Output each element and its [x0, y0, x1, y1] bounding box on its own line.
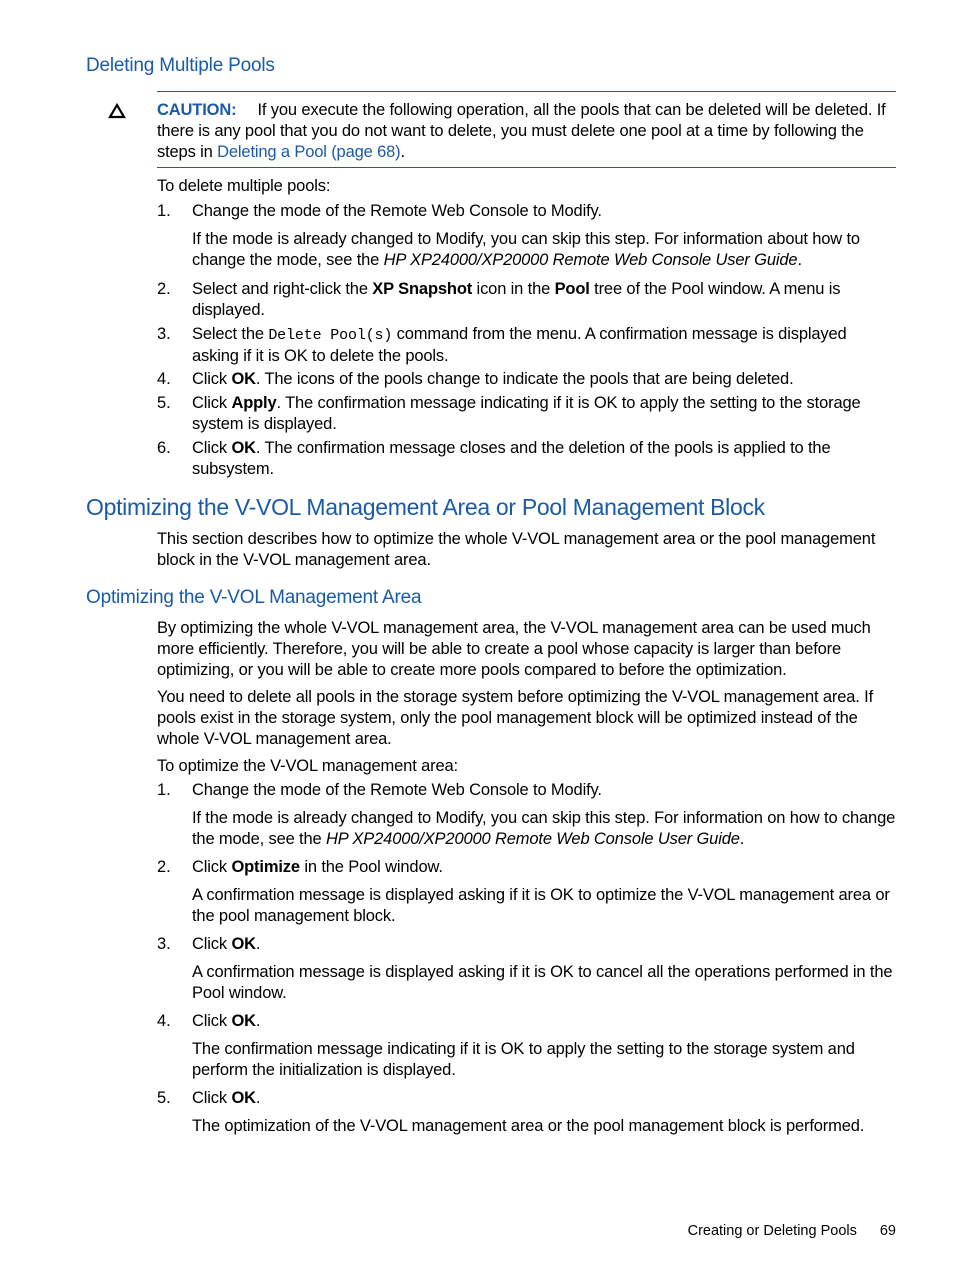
step-text: Click OK. The icons of the pools change to indicate the pools that are being deleted.: [192, 370, 794, 388]
step-number: 1.: [157, 202, 171, 220]
step-number: 2.: [157, 280, 171, 298]
step-subtext: The optimization of the V-VOL management area or the pool management block is performed.: [192, 1117, 865, 1135]
step-text: Select and right-click the XP Snapshot icon in the Pool tree of the Pool window. A menu is displayed.: [192, 280, 841, 319]
step-subtext: A confirmation message is displayed asking if it is OK to cancel all the operations performed in the Pool window.: [192, 963, 893, 1002]
step-text: Click OK. The confirmation message closes and the deletion of the pools is applied to the subsystem.: [192, 439, 831, 478]
page-footer: [560, 1223, 896, 1239]
caution-body: If you execute the following operation, all the pools that can be deleted will be deleted. If there is any pool that you do not want to delete, you must delete one pool at a time by following the steps in: [157, 101, 886, 161]
guide-title: HP XP24000/XP20000 Remote Web Console User Guide: [383, 251, 798, 269]
step-text: Click OK.: [192, 1089, 261, 1107]
step-text: Change the mode of the Remote Web Console to Modify.: [192, 781, 602, 799]
caution-bottom-rule: [157, 167, 896, 168]
section3-intro: To optimize the V-VOL management area:: [157, 757, 458, 775]
section-heading-optimizing: Optimizing the V-VOL Management Area or Pool Management Block: [86, 494, 765, 520]
warning-triangle-icon: [107, 102, 127, 120]
step-subtext: If the mode is already changed to Modify, you can skip this step. For information about how to change the mode, see the HP XP24000/XP20000 Remote Web Console User Guide.: [192, 230, 860, 269]
footer-title: Creating or Deleting Pools: [687, 1223, 857, 1239]
section2-intro: This section describes how to optimize the whole V-VOL management area or the pool management block in the V-VOL management area.: [157, 530, 876, 569]
deleting-a-pool-link[interactable]: Deleting a Pool (page 68): [217, 143, 401, 161]
section3-paragraph: You need to delete all pools in the storage system before optimizing the V-VOL management area. If pools exist in the storage system, only the pool management block will be optimized instead of the whole V-VOL management area.: [157, 688, 874, 748]
caution-text: CAUTION: If you execute the following operation, all the pools that can be deleted will be deleted. If there is any pool that you do not want to delete, you must delete one pool at a time by following the steps in Deleting a Pool (page 68).: [157, 101, 886, 161]
step-number: 3.: [157, 325, 171, 343]
page-number: 69: [879, 1223, 896, 1239]
step-text: Select the Delete Pool(s) command from the menu. A confirmation message is displayed asking if it is OK to delete the pools.: [192, 325, 847, 365]
caution-label: CAUTION:: [157, 101, 237, 119]
step-number: 5.: [157, 394, 171, 412]
step-text: Click OK.: [192, 1012, 261, 1030]
command-name: Delete Pool(s): [268, 327, 393, 344]
step-text: Click Apply. The confirmation message indicating if it is OK to apply the setting to the storage system is displayed.: [192, 394, 861, 433]
step-text: Click OK.: [192, 935, 261, 953]
step-number: 1.: [157, 781, 171, 799]
step-number: 2.: [157, 858, 171, 876]
step-subtext: A confirmation message is displayed asking if it is OK to optimize the V-VOL management area or the pool management block.: [192, 886, 890, 925]
step-subtext: If the mode is already changed to Modify, you can skip this step. For information on how to change the mode, see the HP XP24000/XP20000 Remote Web Console User Guide.: [192, 809, 896, 848]
step-number: 4.: [157, 370, 171, 388]
step-number: 5.: [157, 1089, 171, 1107]
step-number: 6.: [157, 439, 171, 457]
step-text: Click Optimize in the Pool window.: [192, 858, 443, 876]
section-heading-optimizing-vvol-area: Optimizing the V-VOL Management Area: [86, 587, 422, 608]
step-text: Change the mode of the Remote Web Console to Modify.: [192, 202, 602, 220]
section3-paragraph: By optimizing the whole V-VOL management area, the V-VOL management area can be used much more efficiently. Therefore, you will be able to create a pool whose capacity is larger than before optimizing, or you will be able to create more pools compared to before the optimization.: [157, 619, 871, 679]
step-subtext: The confirmation message indicating if it is OK to apply the setting to the storage system and perform the initialization is displayed.: [192, 1040, 855, 1079]
section1-intro: To delete multiple pools:: [157, 177, 331, 195]
section-heading-deleting-multiple-pools: Deleting Multiple Pools: [86, 55, 275, 76]
caution-top-rule: [157, 91, 896, 92]
step-number: 3.: [157, 935, 171, 953]
step-number: 4.: [157, 1012, 171, 1030]
guide-title: HP XP24000/XP20000 Remote Web Console User Guide: [325, 830, 740, 848]
